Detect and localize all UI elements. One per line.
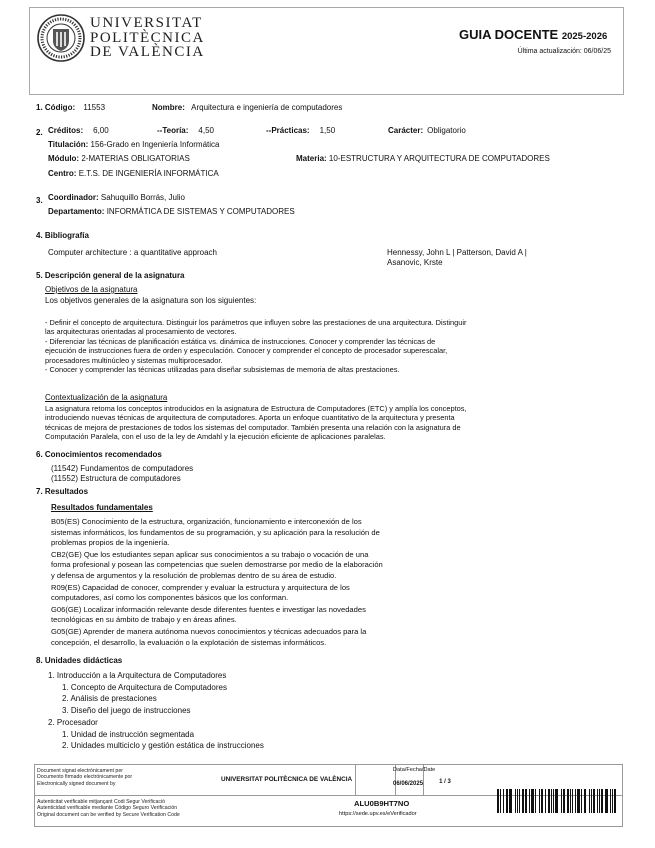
caracter: Carácter: Obligatorio	[388, 126, 466, 135]
section-4-title: 4. Bibliografía	[36, 231, 89, 240]
teoria: --Teoría: 4,50	[157, 126, 214, 135]
modulo: Módulo: 2-MATERIAS OBLIGATORIAS	[48, 154, 190, 163]
objectives-heading: Objetivos de la asignatura	[45, 285, 138, 294]
guide-title: GUIA DOCENTE 2025-2026	[459, 27, 608, 42]
barcode-icon	[497, 789, 619, 813]
titulacion: Titulación: 156-Grado en Ingeniería Informática	[48, 140, 220, 149]
unit-subitem: 3. Diseño del juego de instrucciones	[62, 706, 191, 716]
footer-university: UNIVERSITAT POLITÈCNICA DE VALÈNCIA	[221, 776, 353, 783]
date-label: Data/Fecha/Date	[393, 767, 436, 773]
signed-by-text: Document signat electrònicament per Documento firmado electrónicamente por Electronically signed document by	[37, 768, 133, 787]
bibliography-book: Computer architecture : a quantitative approach	[48, 248, 217, 257]
results-heading: Resultados fundamentales	[51, 503, 153, 512]
unit-subitem: 1. Unidad de instrucción segmentada	[62, 729, 195, 739]
results-list: B05(ES) Conocimiento de la estructura, organización, funcionamiento e interconexión de los sistemas informáticos, los fundamentos de su programación, y su aplicación para la resolución de problemas propios de la ingeniería. CB2(GE) Que los estudiantes sepan aplicar sus conocimientos a su trabajo o vocación de una forma profesional y posean las competencias que suelen demostrarse por medio de la elaboración y defensa de argumentos y la resolución de problemas dentro de su área de estudio. R09(ES) Capacidad de conocer, comprender y evaluar la estructura y arquitectura de los computadores, así como los componentes básicos que los conforman. G06(GE) Localizar información relevante desde diferentes fuentes e investigar las novedades tecnológicas en su ámbito de trabajo y en áreas afines. G05(GE) Aprender de manera autónoma nuevos conocimientos y técnicas adecuados para la concepción, el desarrollo, la evaluación o la explotación de sistemas informáticos.	[51, 517, 383, 647]
unit-item: 1. Introducción a la Arquitectura de Computadores	[48, 671, 227, 680]
section-7-title: 7. Resultados	[36, 487, 89, 496]
unit-subitem: 2. Análisis de prestaciones	[62, 694, 157, 704]
section-8-title: 8. Unidades didácticas	[36, 656, 123, 665]
page-number: 1 / 3	[439, 779, 451, 785]
coordinador: Coordinador: Sahuquillo Borrás, Julio	[48, 193, 185, 202]
centro: Centro: E.T.S. DE INGENIERÍA INFORMÁTICA	[48, 169, 219, 178]
section-2-number: 2.	[36, 128, 43, 137]
context-text: La asignatura retoma los conceptos introducidos en la asignatura de Estructura de Computadores (ETC) y amplía los conceptos, introduciendo nuevas técnicas de arquitectura de computadores. Aporta un enfoque cuantitativo de la arquitectura y presenta técnicas de mejora de prestaciones de todos los sistemas del computador. También presenta una relación con la asignatura de Computación Paralela, con el uso de la ley de Amdahl y la ejecución eficiente de aplicaciones paralelas.	[45, 404, 467, 442]
bibliography-authors: Hennessy, John L | Patterson, David A | Asanovic, Krste	[387, 248, 527, 267]
course-name: Nombre: Arquitectura e ingeniería de computadores	[152, 103, 343, 112]
unit-subitem: 2. Unidades multiciclo y gestión estática de instrucciones	[62, 741, 264, 751]
section-1: 1. Código: 11553	[36, 103, 106, 112]
last-update: Última actualización: 06/06/25	[517, 48, 611, 55]
context-heading: Contextualización de la asignatura	[45, 393, 168, 402]
section-3-number: 3.	[36, 196, 43, 205]
section-6-title: 6. Conocimientos recomendados	[36, 450, 162, 459]
verification-url: https://sede.upv.es/eVerificador	[339, 811, 417, 817]
objectives-list: - Definir el concepto de arquitectura. Distinguir los parámetros que influyen sobre las prestaciones de una arquitectura. Distinguir las arquitecturas orientadas al procesamiento de vectores. - Diferenciar las técnicas de planificación estática vs. dinámica de instrucciones. Conocer y comprender las técnicas de ejecución de instrucciones fuera de orden y especulación. Conocer y comprender el concepto de procesador superescalar, procesadores multinúcleo y sistemas multiprocesador. - Conocer y comprender las técnicas utilizadas para diseñar subsistemas de memoria de altas prestaciones.	[45, 318, 467, 375]
creditos: Créditos: 6,00	[48, 126, 109, 135]
section-5-title: 5. Descripción general de la asignatura	[36, 271, 185, 280]
unit-subitem: 1. Concepto de Arquitectura de Computadores	[62, 682, 227, 692]
unit-item: 2. Procesador	[48, 717, 98, 727]
verification-code: ALU0B9HT7NO	[354, 799, 410, 808]
recommended-list: (11542) Fundamentos de computadores (11552) Estructura de computadores	[51, 464, 194, 483]
university-seal-icon	[36, 13, 86, 63]
departamento: Departamento: INFORMÁTICA DE SISTEMAS Y COMPUTADORES	[48, 207, 295, 216]
practicas: --Prácticas: 1,50	[266, 126, 336, 135]
sign-date: 06/06/2025	[393, 781, 424, 787]
university-logo-text: UNIVERSITAT POLITÈCNICA DE VALÈNCIA	[90, 15, 205, 60]
units-list	[48, 670, 264, 752]
materia: Materia: 10-ESTRUCTURA Y ARQUITECTURA DE COMPUTADORES	[296, 154, 550, 163]
verify-text: Autenticitat verificable mitjançant Codi Segur Verificació Autenticidad verificable mediante Código Seguro Verificación Original document can be verified by Secure Verification Code	[37, 799, 180, 818]
objectives-intro: Los objetivos generales de la asignatura son los siguientes:	[45, 296, 257, 305]
